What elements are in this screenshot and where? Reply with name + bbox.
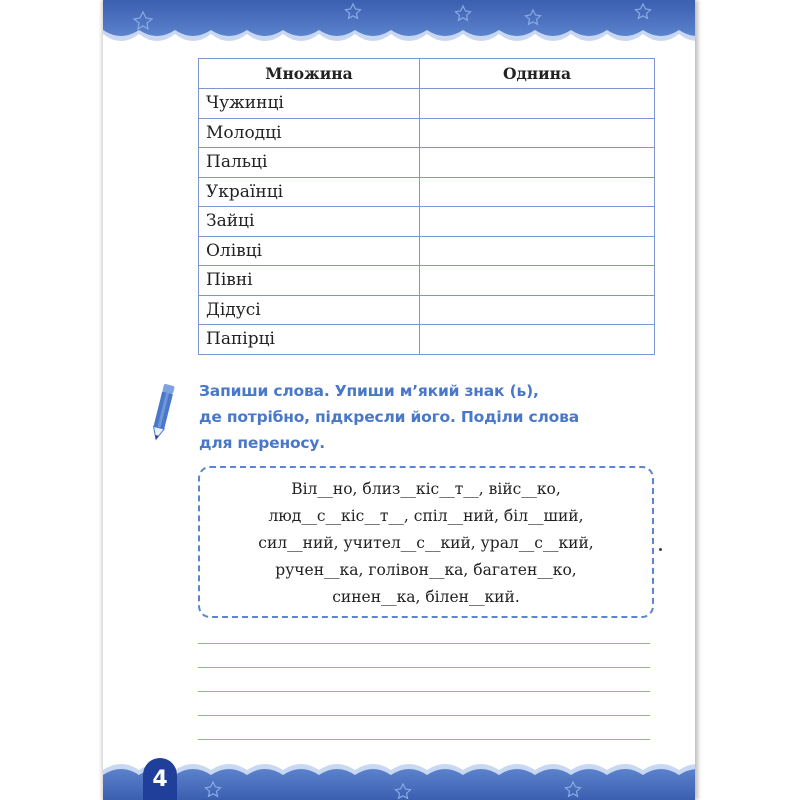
singular-answer-cell[interactable] — [420, 148, 655, 178]
table-row — [199, 266, 655, 296]
table-header-row — [199, 59, 655, 89]
task-line: де потрібно, підкресли його. Поділи слова — [199, 408, 579, 426]
writing-line[interactable] — [198, 739, 650, 740]
singular-answer-cell[interactable] — [420, 207, 655, 237]
writing-line[interactable] — [198, 715, 650, 716]
task-instruction — [199, 378, 619, 456]
column-header-singular: Однина — [420, 59, 655, 89]
ink-dot — [659, 548, 662, 551]
plural-cell: Півні — [199, 266, 420, 296]
plural-cell: Зайці — [199, 207, 420, 237]
page-number-badge: 4 — [143, 758, 177, 800]
table-row — [199, 236, 655, 266]
plural-cell: Чужинці — [199, 89, 420, 119]
exercise-words-box — [198, 466, 654, 618]
singular-answer-cell[interactable] — [420, 118, 655, 148]
exercise-line: люд__с__кіс__т__, спіл__ний, біл__ший, — [268, 507, 584, 525]
writing-line[interactable] — [198, 667, 650, 668]
table-row — [199, 177, 655, 207]
singular-answer-cell[interactable] — [420, 236, 655, 266]
exercise-line: сил__ний, учител__с__кий, урал__с__кий, — [258, 534, 594, 552]
workbook-page — [103, 0, 695, 800]
table-row — [199, 295, 655, 325]
singular-answer-cell[interactable] — [420, 89, 655, 119]
table-row — [199, 207, 655, 237]
singular-answer-cell[interactable] — [420, 177, 655, 207]
writing-line[interactable] — [198, 643, 650, 644]
table-row — [199, 118, 655, 148]
plural-singular-table — [198, 58, 655, 355]
plural-cell: Пальці — [199, 148, 420, 178]
pencil-icon — [149, 382, 175, 444]
exercise-line: Віл__но, близ__кіс__т__, війс__ко, — [291, 480, 561, 498]
plural-cell: Дідусі — [199, 295, 420, 325]
bottom-decorative-band — [103, 748, 695, 800]
top-decorative-band — [103, 0, 695, 48]
singular-answer-cell[interactable] — [420, 295, 655, 325]
writing-line[interactable] — [198, 691, 650, 692]
task-line: для переносу. — [199, 434, 325, 452]
table-row — [199, 325, 655, 355]
plural-cell: Молодці — [199, 118, 420, 148]
singular-answer-cell[interactable] — [420, 266, 655, 296]
plural-cell: Папірці — [199, 325, 420, 355]
table-row — [199, 148, 655, 178]
singular-answer-cell[interactable] — [420, 325, 655, 355]
plural-cell: Олівці — [199, 236, 420, 266]
column-header-plural: Множина — [199, 59, 420, 89]
exercise-line: ручен__ка, голівон__ка, багатен__ко, — [275, 561, 577, 579]
exercise-line: синен__ка, білен__кий. — [332, 588, 520, 606]
plural-cell: Українці — [199, 177, 420, 207]
table-row — [199, 89, 655, 119]
task-line: Запиши слова. Упиши м’який знак (ь), — [199, 382, 539, 400]
